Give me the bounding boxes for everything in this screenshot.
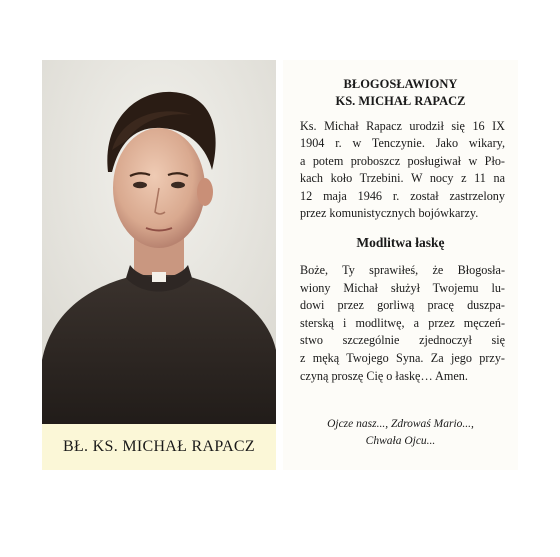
card-title xyxy=(283,76,518,110)
biography-text xyxy=(300,118,505,222)
text-card xyxy=(283,60,518,470)
priest-portrait xyxy=(42,60,276,426)
title-line: KS. MICHAŁ RAPACZ xyxy=(335,94,466,108)
bio-line: 1904 r. w Tenczynie. Jako wikary, xyxy=(300,136,505,151)
prayer-line: stwo szczególnie zjednoczył się xyxy=(300,333,505,348)
prayer-line: sterską i modlitwę, a przez męczeń- xyxy=(300,315,505,330)
bio-line: 12 maja 1946 r. został zastrzelony xyxy=(300,188,505,203)
bio-line: przez komunistycznych bojówkarzy. xyxy=(300,206,479,221)
portrait-card xyxy=(42,60,276,470)
closing-line: Ojcze nasz..., Zdrowaś Mario..., xyxy=(327,418,474,430)
prayer-line: czyną proszę Cię o łaskę… Amen. xyxy=(300,368,468,383)
prayer-line: Boże, Ty sprawiłeś, że Błogosła- xyxy=(300,263,505,277)
closing-line: Chwała Ojcu... xyxy=(365,435,436,447)
bio-line: kach koło Trzebini. W nocy z 11 na xyxy=(300,171,505,186)
closing-prayers xyxy=(283,416,518,450)
prayer-line: z męką Twojego Syna. Za jego przy- xyxy=(300,350,505,365)
bio-line: Ks. Michał Rapacz urodził się 16 IX xyxy=(300,119,505,133)
prayer-line: dowi przez gorliwą pracę duszpa- xyxy=(300,298,505,313)
bio-line: a potem proboszcz posługiwał w Pło- xyxy=(300,153,505,168)
portrait-caption: BŁ. KS. MICHAŁ RAPACZ xyxy=(42,424,276,470)
title-line: BŁOGOSŁAWIONY xyxy=(343,77,458,91)
prayer-heading: Modlitwa łaskę xyxy=(356,235,445,250)
prayer-text xyxy=(300,262,505,385)
prayer-line: wiony Michał służył Twojemu lu- xyxy=(300,280,505,295)
